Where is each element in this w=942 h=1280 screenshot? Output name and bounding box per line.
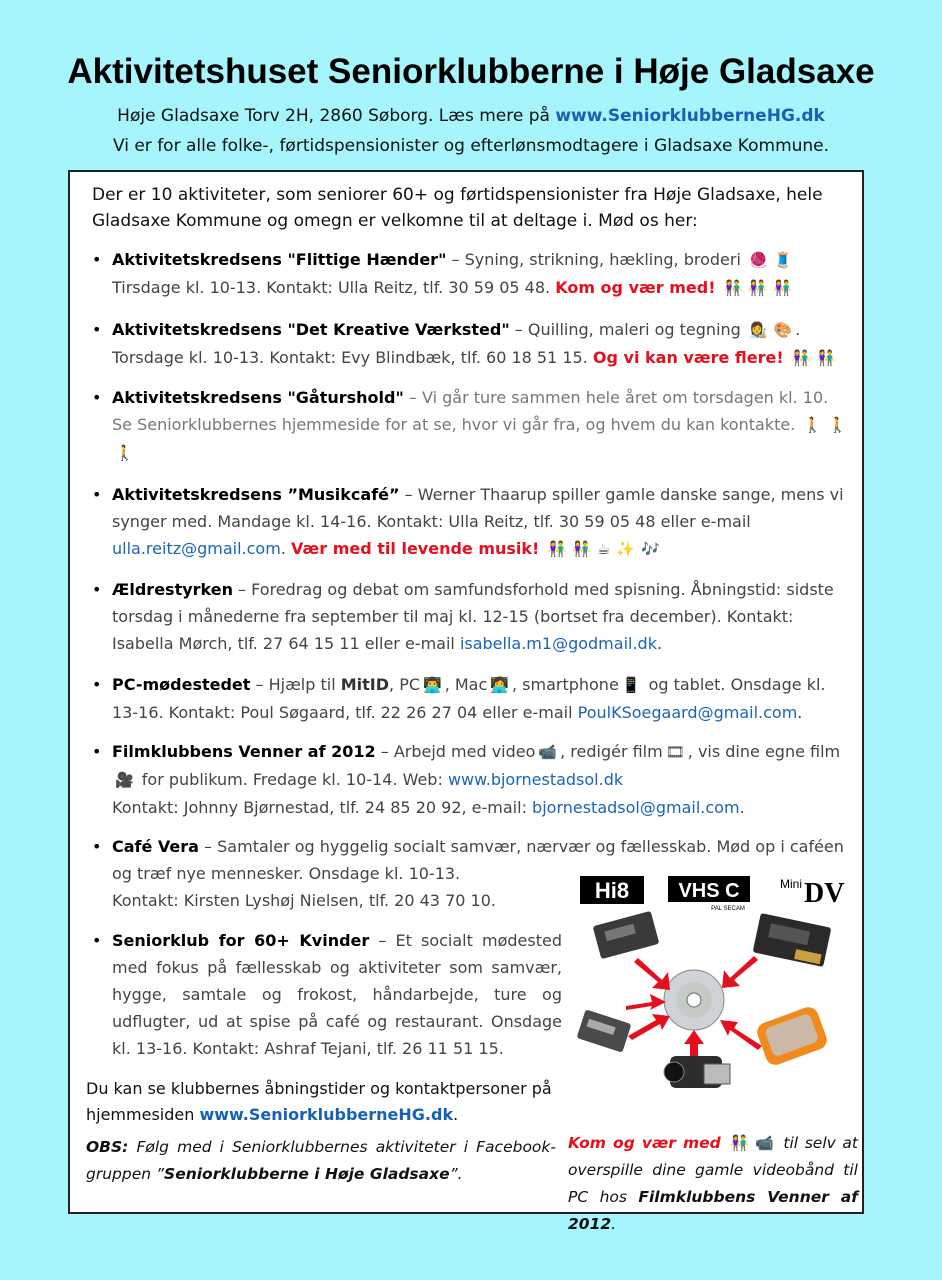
- item-text: – Werner Thaarup spiller gamle danske sange, mens vi synger med. Mandage kl. 14-16. Kontakt: Ulla Reitz, tlf. 30 59 05 48 eller e-mail: [112, 485, 844, 531]
- item-text-5: og tablet. Onsdage kl. 13-16. Kontakt: Poul Søgaard, tlf. 22 26 27 04 eller e-mail: [112, 675, 826, 722]
- computer-user-icon: 👩‍💻: [490, 676, 509, 694]
- bottom-text: Du kan se klubbernes åbningstider og kontaktpersoner på hjemmesiden: [86, 1079, 552, 1124]
- list-item: • Filmklubbens Venner af 2012 – Arbejd med video 📹 , redigér film 🎞 , vis dine egne film🎥 for publikum. Fredage kl. 10-14. Web: www.bjornestadsol.dk Kontakt: Johnny Bjørnestad, tlf. 24 85 20 92, e-mail: bjornestadsol@gmail.com.: [92, 738, 852, 821]
- walking-icon: 🚶: [115, 444, 134, 462]
- item-text: – Foredrag og debat om samfundsforhold med spisning. Åbningstid: sidste torsdag i månederne fra september til maj kl. 12-15 (bortset fra december). Kontakt: Isabella Mørch, tlf. 27 64 15 11 eller e-mail: [112, 580, 834, 653]
- camcorder-icon: [664, 1056, 730, 1088]
- video-camera-icon: 📹: [755, 1134, 774, 1152]
- people-icon: 👫: [547, 540, 567, 558]
- list-item: • Aktivitetskredsens ”Musikcafé” – Werner Thaarup spiller gamle danske sange, mens vi synger med. Mandage kl. 14-16. Kontakt: Ulla Reitz, tlf. 30 59 05 48 eller e-mail ulla.reitz@gmail.com. Vær med til levende musik! 👫 👫 ☕ ✨ 🎶: [92, 481, 852, 563]
- artist-icon: 👩‍🎨: [748, 321, 768, 339]
- bullet-icon: •: [92, 742, 102, 761]
- bullet-icon: •: [92, 931, 102, 950]
- obs-label: OBS:: [86, 1138, 129, 1156]
- item-text-2: Tirsdage kl. 10-13. Kontakt: Ulla Reitz, tlf. 30 59 05 48.: [112, 278, 556, 297]
- bullet-icon: •: [92, 320, 102, 339]
- email-link[interactable]: ulla.reitz@gmail.com: [112, 539, 281, 558]
- item-text: – Arbejd med video: [375, 742, 536, 761]
- item-text-3: , Mac: [444, 675, 488, 694]
- item-text-2: , redigér film: [560, 742, 663, 761]
- email-link[interactable]: bjornestadsol@gmail.com: [532, 798, 740, 817]
- hi8-logo-text: Hi8: [594, 878, 630, 903]
- media-diagram: [568, 868, 858, 1128]
- list-item: [92, 246, 852, 302]
- people-icon: 👫: [816, 349, 836, 367]
- item-text-4: for publikum. Fredage kl. 10-14. Web:: [136, 770, 448, 789]
- people-icon: 👫: [723, 279, 743, 297]
- audience-line: Vi er for alle folke-, førtidspensionister og efterlønsmodtagere i Gladsaxe Kommune.: [112, 136, 830, 156]
- bullet-icon: •: [92, 250, 102, 269]
- address-line: [0, 106, 942, 126]
- promo-text: [568, 1130, 858, 1238]
- promo-end: .: [611, 1215, 617, 1233]
- address-text: Høje Gladsaxe Torv 2H, 2860 Søborg. Læs mere på: [117, 106, 556, 126]
- movie-camera-icon: 🎥: [115, 771, 134, 789]
- item-name: Aktivitetskredsens ”Musikcafé”: [112, 485, 400, 504]
- people-icon: 👫: [748, 279, 767, 297]
- item-name: Café Vera: [112, 837, 199, 856]
- bullet-icon: •: [92, 388, 102, 407]
- people-icon: 👫: [791, 349, 811, 367]
- item-cta: Og vi kan være flere!: [592, 348, 784, 367]
- vhsc-logo-sub: PAL SECAM: [711, 906, 745, 912]
- bullet-icon: •: [92, 485, 102, 504]
- email-link[interactable]: PoulKSoegaard@gmail.com: [577, 703, 798, 722]
- obs-note: [86, 1134, 556, 1188]
- list-item: • PC-mødestedet – Hjælp til MitID, PC 👨‍💻 , Mac 👩‍💻 , smartphone 📱 og tablet. Onsdage kl. 13-16. Kontakt: Poul Søgaard, tlf. 22 26 27 04 eller e-mail PoulKSoegaard@gmail.com.: [92, 671, 852, 726]
- music-icon: 🎶: [640, 540, 660, 558]
- item-text: – Vi går ture sammen hele året om torsdagen kl. 10. Se Seniorklubbernes hjemmeside for at se, hvor vi går fra, og hvem du kan kontakte.: [112, 388, 829, 434]
- activities-box: [68, 170, 864, 1233]
- people-icon: 👫: [572, 540, 591, 558]
- minidv-cassette-icon: [577, 1009, 632, 1052]
- obs-text: Følg med i Seniorklubbernes aktiviteter i Facebook-gruppen ”: [86, 1138, 556, 1183]
- item-name: Filmklubbens Venner af 2012: [112, 742, 376, 761]
- website-link[interactable]: www.SeniorklubberneHG.dk: [199, 1105, 454, 1124]
- item-text: – Et socialt mødested med fokus på fællesskab og aktiviteter som samvær, hygge, samtale og frokost, håndarbejde, ture og udflugter, ud at spise på café og restaurant. Onsdage kl. 13-16. Kontakt: Ashraf Tejani, tlf. 26 11 51 15.: [112, 931, 562, 1058]
- bottom-info: Du kan se klubbernes åbningstider og kontaktpersoner på hjemmesiden www.SeniorklubberneHG.dk.: [86, 1079, 552, 1124]
- web-link[interactable]: www.bjornestadsol.dk: [447, 770, 624, 789]
- list-item: [92, 384, 852, 467]
- coffee-icon: ☕: [596, 540, 611, 558]
- media-illustration: [568, 868, 858, 1128]
- video-camera-icon: 📹: [538, 743, 558, 761]
- film-icon: 🎞: [665, 743, 685, 761]
- email-link[interactable]: isabella.m1@godmail.dk: [459, 634, 657, 653]
- minidv-mini-text: Mini: [780, 877, 803, 891]
- computer-user-icon: 👨‍💻: [423, 676, 442, 694]
- hard-drive-icon: [754, 1004, 829, 1067]
- obs-end: ”.: [449, 1165, 463, 1183]
- item-cta: Kom og vær med!: [555, 278, 716, 297]
- intro-text: Der er 10 aktiviteter, som seniorer 60+ og førtidspensionister fra Høje Gladsaxe, hele Gladsaxe Kommune og omegn er velkomne til at deltage i. Mød os her:: [92, 185, 823, 231]
- item-text-4: , smartphone: [511, 675, 619, 694]
- bullet-icon: •: [92, 837, 102, 856]
- mitid-label: MitID: [340, 675, 390, 694]
- list-item: [92, 316, 852, 372]
- yarn-icon: 🧶: [748, 251, 768, 269]
- item-text: – Syning, strikning, hækling, broderi: [446, 250, 741, 269]
- vhs-cassette-icon: [753, 913, 832, 967]
- vhsc-logo-text: VHS C: [678, 880, 740, 902]
- item-name: Aktivitetskredsens "Det Kreative Værksted": [112, 320, 510, 339]
- item-text-5: Kontakt: Johnny Bjørnestad, tlf. 24 85 20 92, e-mail:: [112, 798, 533, 817]
- item-text: – Quilling, maleri og tegning: [509, 320, 741, 339]
- item-name: Aktivitetskredsens "Gåturshold": [112, 388, 404, 407]
- item-name: Aktivitetskredsens "Flittige Hænder": [112, 250, 447, 269]
- item-text-2: . Torsdage kl. 10-13. Kontakt: Evy Blindbæk, tlf. 60 18 51 15.: [112, 320, 801, 367]
- item-text: – Samtaler og hyggelig socialt samvær, nærvær og fællesskab. Mød op i caféen og træf nye mennesker. Onsdage kl. 10-13.: [112, 837, 844, 883]
- walking-icon: 🚶: [828, 416, 847, 434]
- facebook-group: Seniorklubberne i Høje Gladsaxe: [164, 1165, 450, 1183]
- palette-icon: 🎨: [773, 321, 793, 339]
- promo-cta: Kom og vær med: [568, 1134, 721, 1152]
- item-text-3: , vis dine egne film: [687, 742, 841, 761]
- item-name: Seniorklub for 60+ Kvinder: [112, 931, 370, 950]
- promo-club: Filmklubbens Venner af 2012: [568, 1188, 858, 1233]
- item-cta: Vær med til levende musik!: [290, 539, 540, 558]
- item-text-2: , PC: [389, 675, 421, 694]
- item-text: – Hjælp til: [250, 675, 341, 694]
- minidv-dv-text: DV: [804, 878, 845, 909]
- item-name: Ældrestyrken: [112, 580, 233, 599]
- list-item: [92, 927, 562, 1062]
- hi8-cassette-icon: [593, 911, 660, 959]
- smartphone-icon: 📱: [621, 676, 641, 694]
- bullet-icon: •: [92, 675, 102, 694]
- people-icon: 👫: [730, 1134, 750, 1152]
- walking-icon: 🚶: [803, 416, 823, 434]
- people-icon: 👫: [772, 279, 792, 297]
- thread-icon: 🧵: [773, 251, 793, 269]
- item-text-2: Kontakt: Kirsten Lyshøj Nielsen, tlf. 20 43 70 10.: [112, 891, 496, 910]
- promo-body: til selv at overspille dine gamle videobånd til PC hos: [568, 1134, 858, 1206]
- website-link[interactable]: www.SeniorklubberneHG.dk: [555, 106, 825, 126]
- list-item: • Ældrestyrken – Foredrag og debat om samfundsforhold med spisning. Åbningstid: sidste torsdag i månederne fra september til maj kl. 12-15 (bortset fra december). Kontakt: Isabella Mørch, tlf. 27 64 15 11 eller e-mail isabella.m1@godmail.dk.: [92, 576, 852, 657]
- page-title: Aktivitetshuset Seniorklubberne i Høje Gladsaxe: [67, 52, 875, 91]
- sparkles-icon: ✨: [616, 540, 635, 558]
- bullet-icon: •: [92, 580, 102, 599]
- item-name: PC-mødestedet: [112, 675, 251, 694]
